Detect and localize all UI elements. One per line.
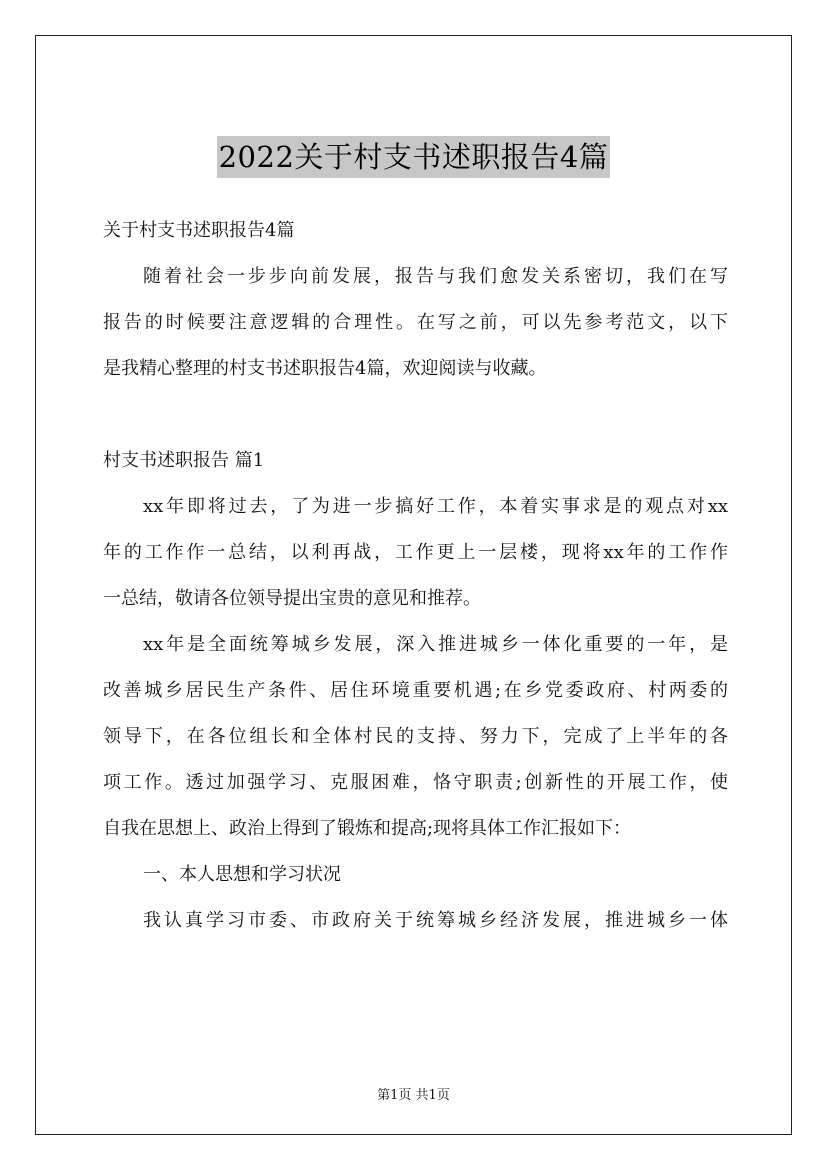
blank-line bbox=[103, 392, 728, 438]
paragraph-line: xx年是全面统筹城乡发展，深入推进城乡一体化重要的一年，是 bbox=[143, 634, 728, 655]
intro-line: 报告的时候要注意逻辑的合理性。在写之前，可以先参考范文，以下 bbox=[103, 312, 728, 333]
page-footer: 第1页 共1页 bbox=[377, 1088, 450, 1103]
title-container bbox=[36, 136, 791, 178]
document-page bbox=[35, 35, 792, 1135]
subheading: 一、本人思想和学习状况 bbox=[143, 864, 341, 885]
paragraph-line: 项工作。透过加强学习、克服困难，恪守职责;创新性的开展工作，使 bbox=[103, 772, 728, 793]
paragraph-line: 改善城乡居民生产条件、居住环境重要机遇;在乡党委政府、村两委的 bbox=[103, 680, 728, 701]
intro-line: 随着社会一步步向前发展，报告与我们愈发关系密切，我们在写 bbox=[143, 266, 728, 287]
document-body bbox=[103, 208, 728, 944]
paragraph-line: 一总结，敬请各位领导提出宝贵的意见和推荐。 bbox=[103, 588, 481, 609]
paragraph-line: 年的工作作一总结，以利再战，工作更上一层楼，现将xx年的工作作 bbox=[103, 542, 728, 563]
intro-line: 是我精心整理的村支书述职报告4篇，欢迎阅读与收藏。 bbox=[103, 358, 547, 379]
paragraph-line: 我认真学习市委、市政府关于统筹城乡经济发展，推进城乡一体 bbox=[143, 910, 728, 931]
paragraph-line: 领导下，在各位组长和全体村民的支持、努力下，完成了上半年的各 bbox=[103, 726, 728, 747]
paragraph-line: 自我在思想上、政治上得到了锻炼和提高;现将具体工作汇报如下： bbox=[103, 818, 632, 839]
paragraph-line: xx年即将过去，了为进一步搞好工作，本着实事求是的观点对xx bbox=[143, 496, 728, 517]
section-heading: 村支书述职报告 篇1 bbox=[103, 450, 265, 471]
document-title: 2022关于村支书述职报告4篇 bbox=[217, 136, 611, 178]
document-subtitle: 关于村支书述职报告4篇 bbox=[103, 220, 295, 241]
